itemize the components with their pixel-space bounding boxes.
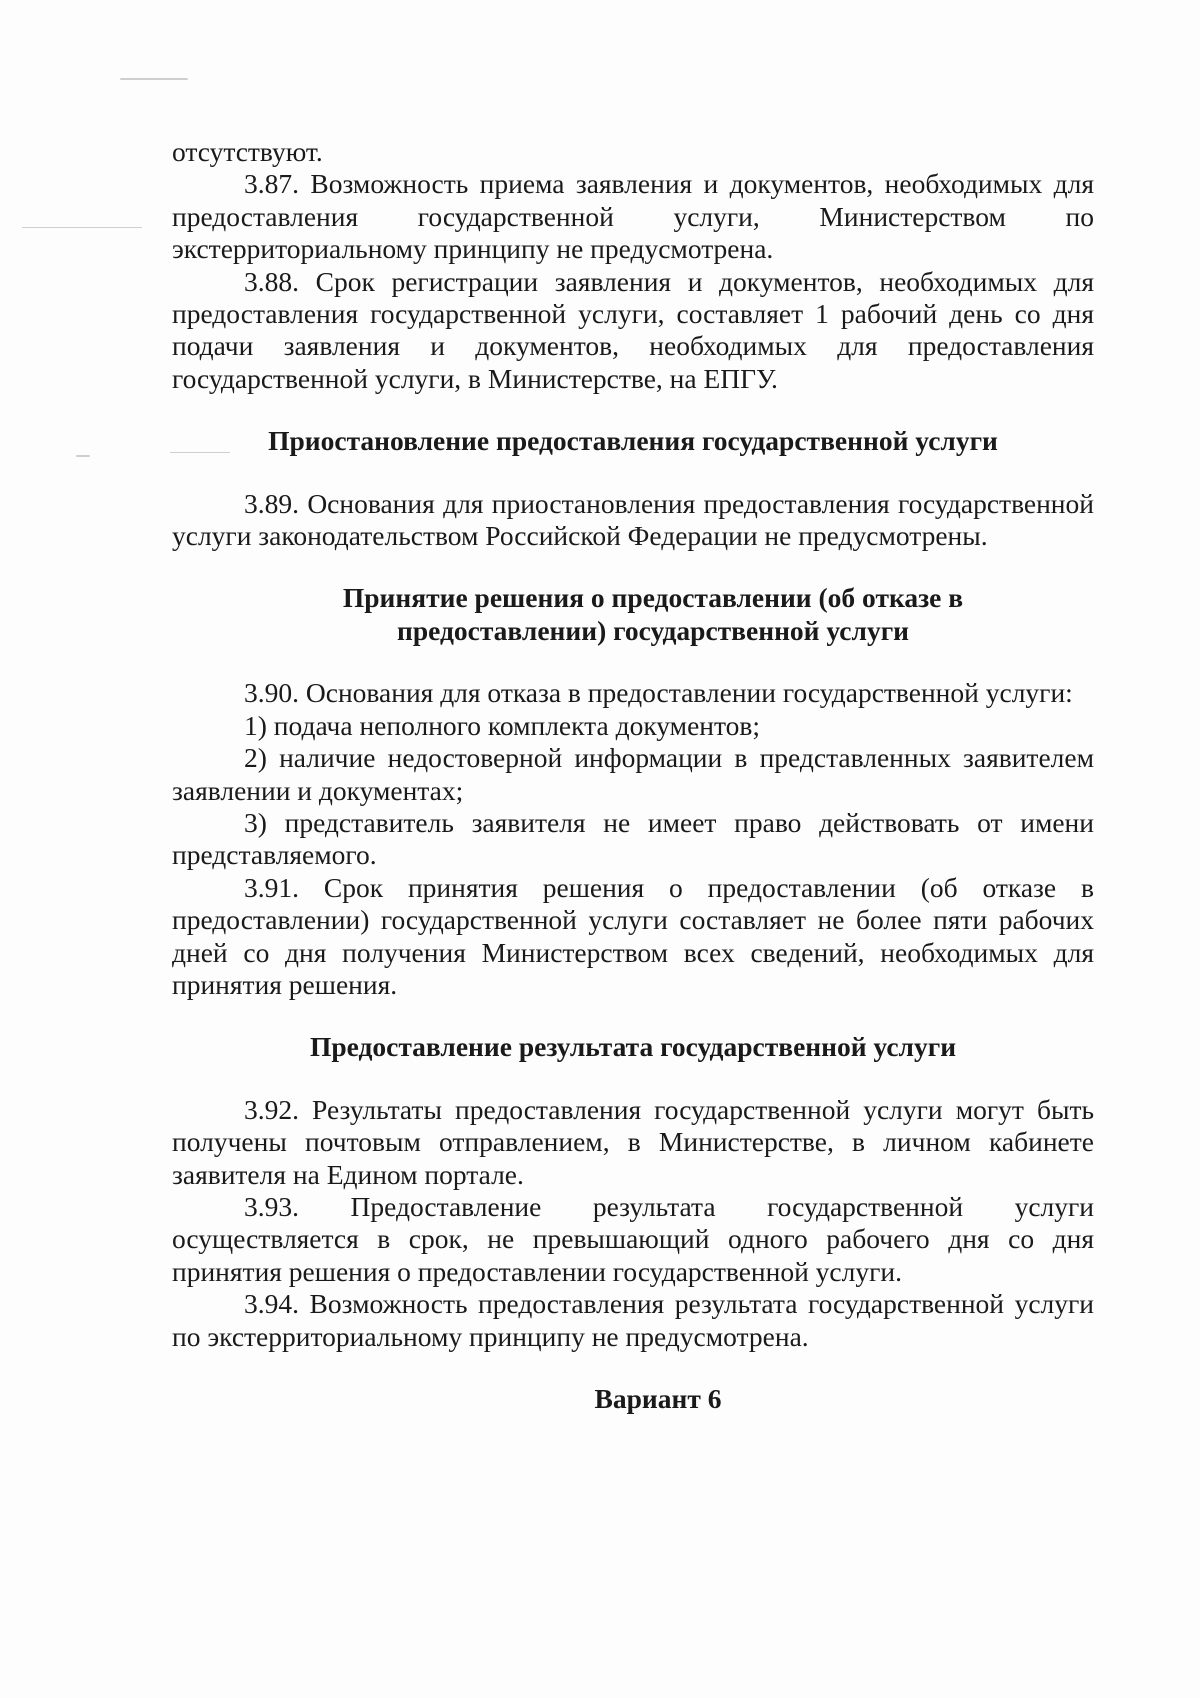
- scan-artifact: [120, 78, 188, 80]
- list-item-3: 3) представитель заявителя не имеет право действовать от имени представляемого.: [172, 806, 1094, 871]
- section-heading-decision: Принятие решения о предоставлении (об отказе в предоставлении) государственной услуги: [342, 582, 964, 646]
- section-heading-variant: Вариант 6: [594, 1383, 722, 1414]
- section-heading-result: Предоставление результата государственной услуги: [309, 1031, 957, 1063]
- list-item-2: 2) наличие недостоверной информации в представленных заявителем заявлении и документах;: [172, 742, 1094, 806]
- paragraph-3-89: 3.89. Основания для приостановления предоставления государственной услуги законодательством Российской Федерации не предусмотрены.: [172, 487, 1094, 552]
- paragraph-3-88: 3.88. Срок регистрации заявления и документов, необходимых для предоставления государственной услуги, составляет 1 рабочий день со дня подачи заявления и документов, необходимых для предоставления государственной услуги, в Министерстве, на ЕПГУ.: [172, 265, 1094, 394]
- paragraph-3-94: 3.94. Возможность предоставления результата государственной услуги по экстерриториальному принципу не предусмотрена.: [172, 1288, 1094, 1352]
- list-item-1: 1) подача неполного комплекта документов;: [244, 709, 761, 741]
- paragraph-3-87: 3.87. Возможность приема заявления и документов, необходимых для предоставления государственной услуги, Министерством по экстерриториальному принципу не предусмотрена.: [172, 168, 1094, 265]
- paragraph-3-91: 3.91. Срок принятия решения о предоставлении (об отказе в предоставлении) государственной услуги составляет не более пяти рабочих дней со дня получения Министерством всех сведений, необходимых для принятия решения.: [172, 871, 1094, 1000]
- paragraph-continuation: отсутствуют.: [172, 136, 323, 167]
- paragraph-3-93: 3.93. Предоставление результата государственной услуги осуществляется в срок, не превышающий одного рабочего дня со дня принятия решения о предоставлении государственной услуги.: [172, 1190, 1094, 1287]
- paragraph-3-92: 3.92. Результаты предоставления государственной услуги могут быть получены почтовым отправлением, в Министерстве, в личном кабинете заявителя на Едином портале.: [172, 1093, 1094, 1190]
- paragraph-3-90: 3.90. Основания для отказа в предоставлении государственной услуги:: [244, 677, 1073, 709]
- document-body: [172, 136, 1094, 1415]
- scan-artifact: [22, 227, 142, 228]
- section-heading-suspension: Приостановление предоставления государственной услуги: [268, 425, 998, 457]
- scan-artifact: [76, 455, 90, 457]
